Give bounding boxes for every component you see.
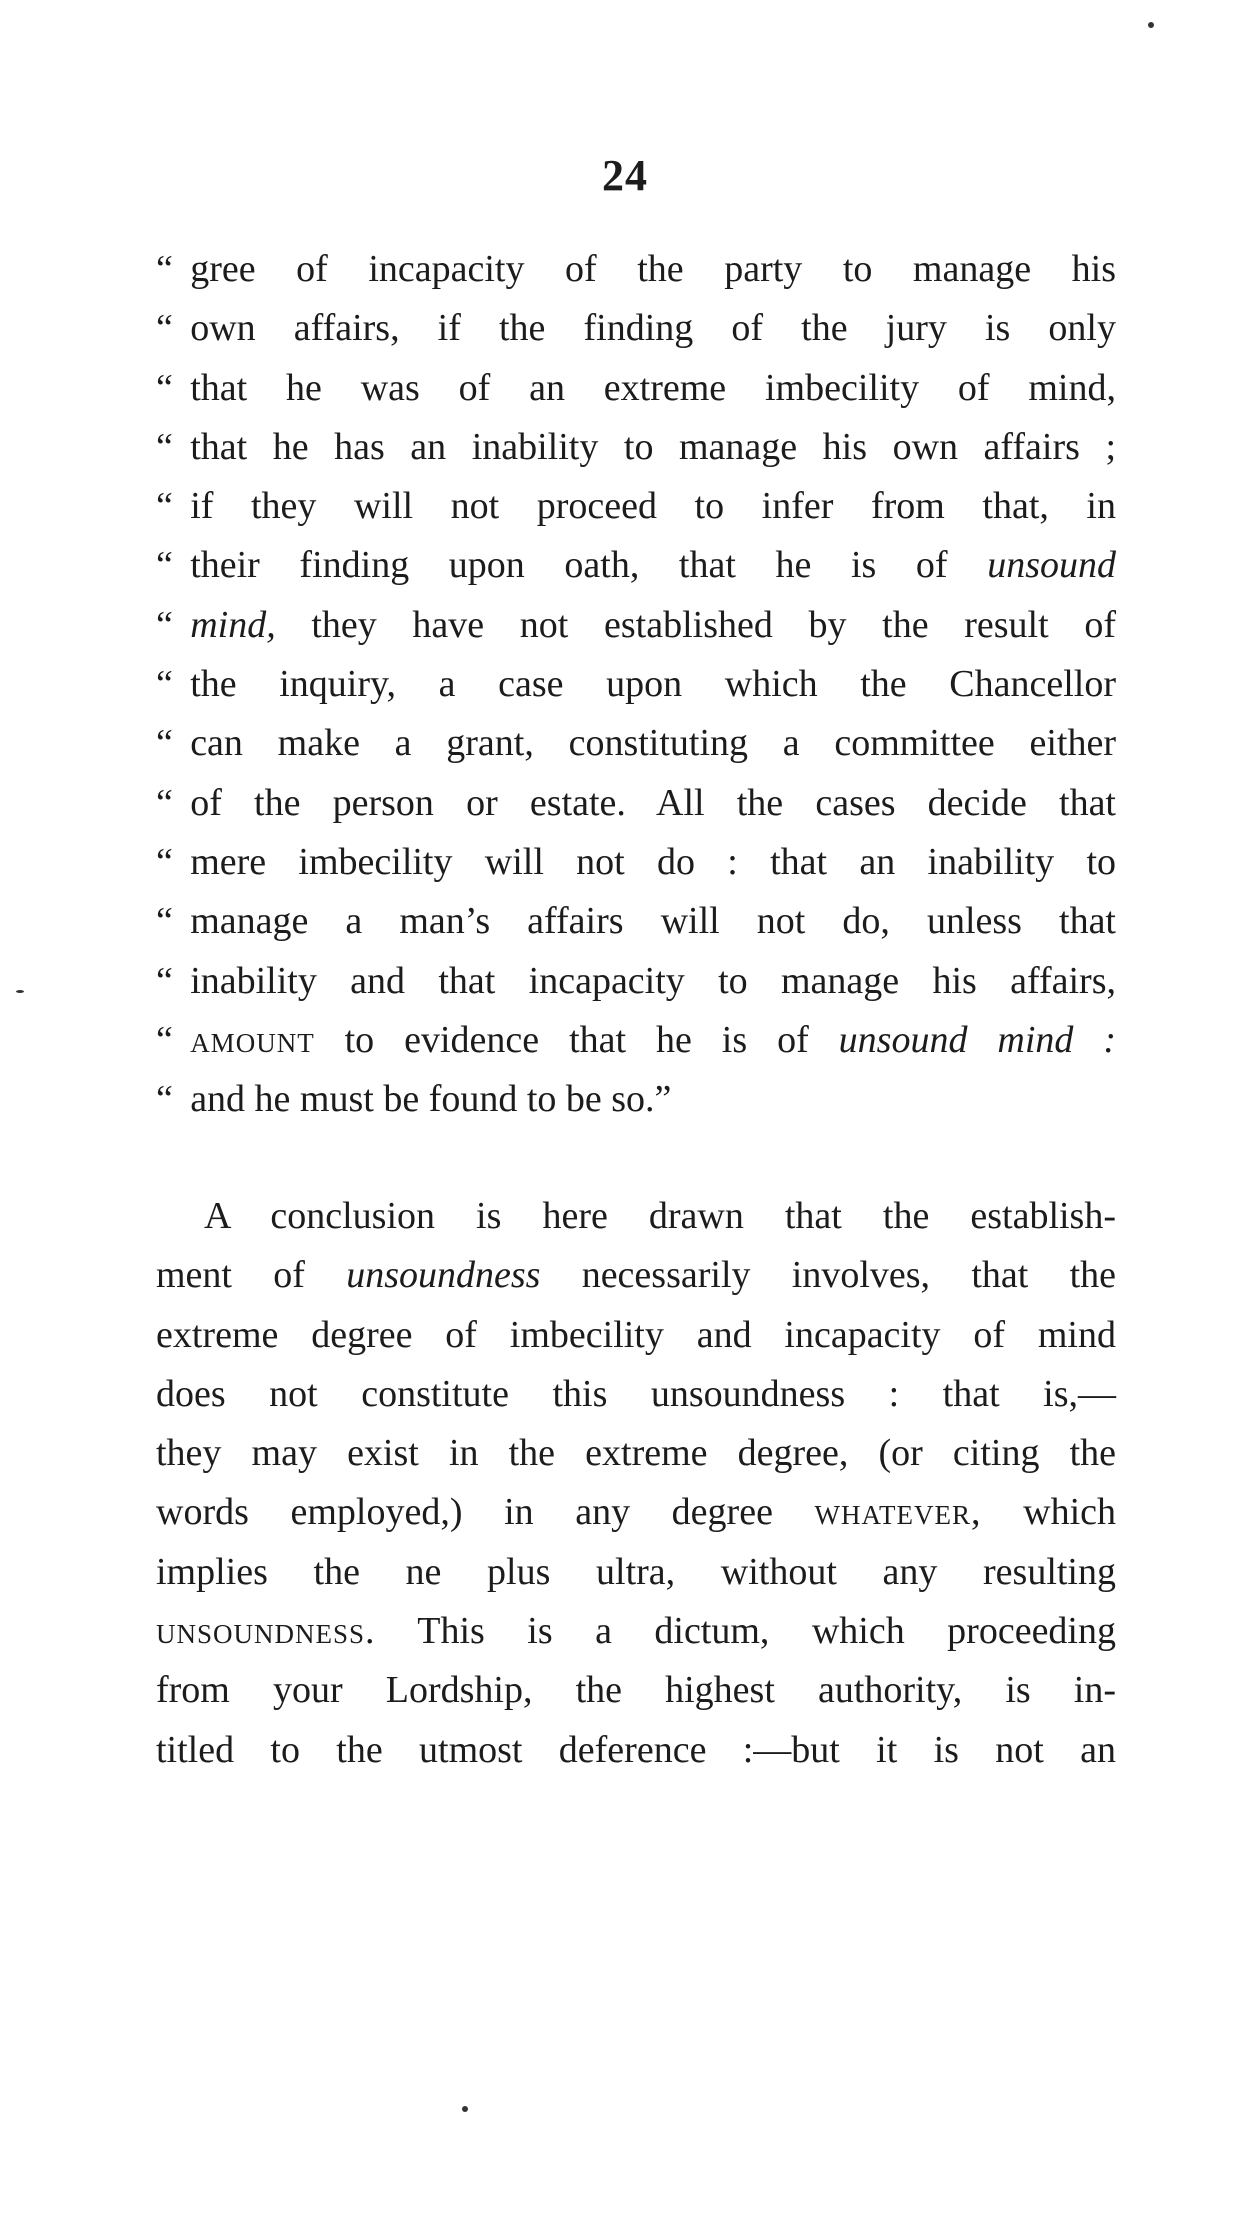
- quote-line: “ that he was of an extreme imbecility of mind,: [156, 366, 1116, 409]
- paragraph-line: ment of unsoundness necessarily involves, that the: [156, 1254, 1116, 1297]
- quote-line: “ amount to evidence that he is of unsound mind :: [156, 1018, 1116, 1061]
- ink-speck: [1148, 22, 1154, 28]
- paragraph-line: from your Lordship, the highest authority, is in-: [156, 1669, 1116, 1712]
- quote-line: “ that he has an inability to manage his own affairs ;: [156, 425, 1116, 468]
- paragraph-line: A conclusion is here drawn that the establish-: [204, 1195, 1116, 1237]
- paragraph-line: titled to the utmost deference :—but it is not an: [156, 1728, 1116, 1771]
- quoted-passage: [156, 240, 1116, 1129]
- quote-line: “ inability and that incapacity to manage his affairs,: [156, 959, 1116, 1002]
- quote-line: “ mere imbecility will not do : that an inability to: [156, 840, 1116, 883]
- emphasis: unsound mind :: [838, 1018, 1116, 1061]
- emphasis: mind,: [190, 603, 276, 646]
- paragraph-line: they may exist in the extreme degree, (or citing the: [156, 1432, 1116, 1475]
- quote-line: “ gree of incapacity of the party to manage his: [156, 248, 1116, 290]
- quote-line: “ can make a grant, constituting a committee either: [156, 722, 1116, 765]
- paragraph-line: implies the ne plus ultra, without any resulting: [156, 1550, 1116, 1593]
- small-caps: unsoundness.: [156, 1610, 376, 1653]
- quote-line: “ the inquiry, a case upon which the Chancellor: [156, 663, 1116, 706]
- paragraph-line: words employed,) in any degree whatever, which: [156, 1491, 1116, 1534]
- emphasis: unsound: [987, 544, 1116, 587]
- ink-speck: [16, 990, 24, 993]
- quote-line: “ of the person or estate. All the cases decide that: [156, 781, 1116, 824]
- body-paragraph: [156, 1187, 1116, 1780]
- small-caps: amount: [190, 1018, 315, 1061]
- paragraph-line: extreme degree of imbecility and incapacity of mind: [156, 1313, 1116, 1356]
- quote-line: “ own affairs, if the finding of the jury is only: [156, 307, 1116, 350]
- quote-line: “ manage a man’s affairs will not do, unless that: [156, 900, 1116, 943]
- paragraph-line: unsoundness. This is a dictum, which proceeding: [156, 1610, 1116, 1653]
- quote-line: “ mind, they have not established by the result of: [156, 603, 1116, 646]
- quote-line: “ their finding upon oath, that he is of unsound: [156, 544, 1116, 587]
- quote-line: “ and he must be found to be so.”: [156, 1078, 672, 1121]
- ink-speck: [462, 2106, 468, 2112]
- emphasis: unsoundness: [346, 1254, 541, 1297]
- small-caps: whatever,: [814, 1491, 982, 1534]
- page-number: 24: [602, 151, 648, 200]
- quote-line: “ if they will not proceed to infer from that, in: [156, 485, 1116, 528]
- paragraph-line: does not constitute this unsoundness : that is,—: [156, 1372, 1116, 1415]
